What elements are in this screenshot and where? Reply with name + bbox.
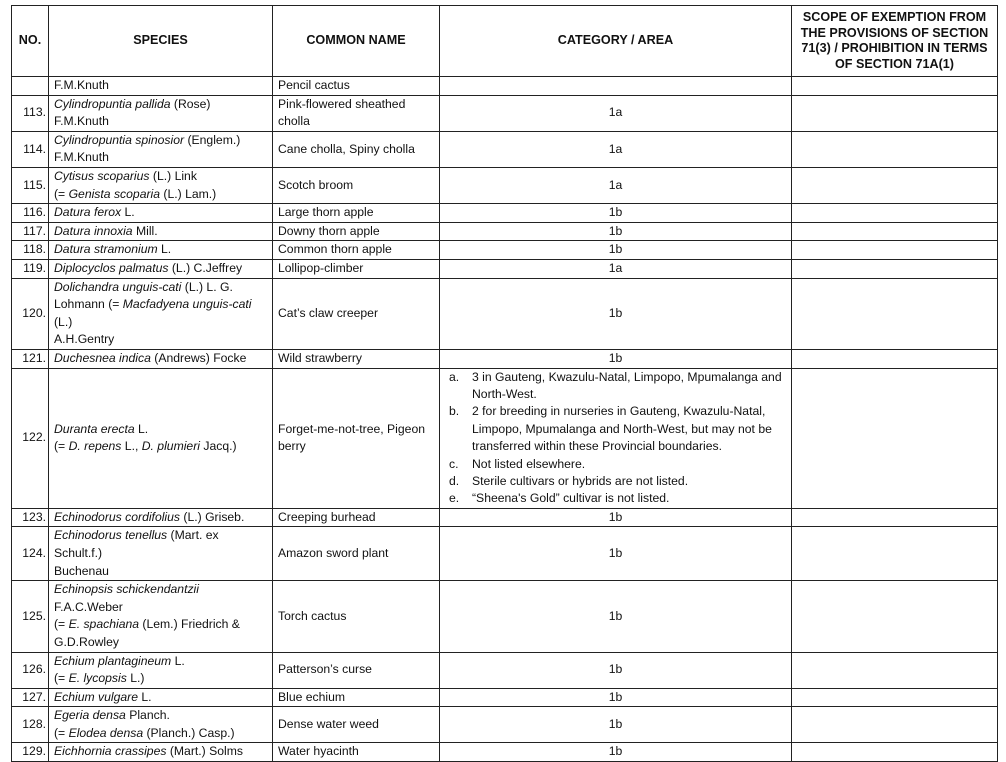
row-number: 126. — [12, 652, 49, 688]
row-number: 129. — [12, 743, 49, 762]
table-row — [12, 508, 998, 527]
species-line — [54, 563, 267, 581]
species-text: L.) — [126, 671, 145, 686]
row-number: 117. — [12, 222, 49, 241]
exemption-cell — [792, 77, 998, 96]
species-text: Mill. — [132, 223, 158, 238]
category-cell: 1b — [440, 707, 792, 743]
species-cell — [49, 77, 273, 96]
row-number: 128. — [12, 707, 49, 743]
table-row — [12, 278, 998, 349]
species-cell — [49, 167, 273, 203]
common-name-cell: Pink-flowered sheathed cholla — [273, 95, 440, 131]
category-cell: 1b — [440, 241, 792, 260]
species-cell — [49, 743, 273, 762]
species-text: (L.) Griseb. — [180, 509, 245, 524]
common-name-cell: Dense water weed — [273, 707, 440, 743]
common-name-cell: Cat’s claw creeper — [273, 278, 440, 349]
row-number: 119. — [12, 259, 49, 278]
row-number: 116. — [12, 204, 49, 223]
scientific-name: Elodea densa — [68, 725, 144, 740]
note-text: Sterile cultivars or hybrids are not listed. — [472, 473, 689, 488]
species-line — [54, 168, 267, 186]
common-name-cell: Wild strawberry — [273, 349, 440, 368]
species-cell — [49, 222, 273, 241]
category-note — [445, 473, 783, 490]
species-line — [54, 616, 267, 634]
scientific-name: Genista scoparia — [68, 186, 161, 201]
note-text: 2 for breeding in nurseries in Gauteng, Kwazulu-Natal, Limpopo, Mpumalanga and North-West, but may not be transferred within these Provincial boundaries. — [472, 404, 772, 454]
species-text: F.M.Knuth — [54, 78, 109, 92]
species-text: L. — [138, 689, 152, 704]
common-name-cell: Common thorn apple — [273, 241, 440, 260]
species-cell — [49, 508, 273, 527]
species-line — [54, 350, 267, 368]
category-cell — [440, 77, 792, 96]
species-line — [54, 689, 267, 707]
exemption-cell — [792, 278, 998, 349]
species-cell — [49, 527, 273, 581]
row-number — [12, 77, 49, 96]
category-notes — [445, 369, 783, 508]
species-text: (= — [54, 671, 69, 686]
scientific-name: E. spachiana — [68, 617, 140, 632]
scientific-name: Dolichandra unguis-cati — [54, 279, 182, 294]
exemption-cell — [792, 581, 998, 652]
species-line — [54, 260, 267, 278]
exemption-cell — [792, 222, 998, 241]
note-marker: c. — [449, 456, 459, 471]
species-text: F.A.C.Weber — [54, 599, 123, 614]
scientific-name: Echium vulgare — [54, 689, 138, 704]
scientific-name: Datura stramonium — [54, 242, 158, 257]
scientific-name: Datura innoxia — [54, 223, 133, 238]
species-text: (= — [54, 725, 69, 740]
scientific-name: Diplocyclos palmatus — [54, 260, 169, 275]
category-note — [445, 369, 783, 404]
row-number: 113. — [12, 95, 49, 131]
species-line — [54, 581, 267, 616]
scientific-name: Egeria densa — [54, 708, 126, 723]
species-cell — [49, 349, 273, 368]
common-name-cell: Large thorn apple — [273, 204, 440, 223]
species-table — [11, 5, 998, 762]
species-text: (Rose) F.M.Knuth — [54, 96, 211, 129]
table-row — [12, 222, 998, 241]
species-line — [54, 149, 267, 167]
scientific-name: Cylindropuntia spinosior — [54, 132, 185, 147]
species-line — [54, 241, 267, 259]
species-line — [54, 296, 267, 331]
species-line — [54, 707, 267, 725]
species-text: Buchenau — [54, 563, 109, 578]
note-marker: b. — [449, 404, 460, 419]
species-cell — [49, 204, 273, 223]
common-name-cell: Creeping burhead — [273, 508, 440, 527]
exemption-cell — [792, 652, 998, 688]
category-note — [445, 403, 783, 455]
species-text: Jacq.) — [199, 439, 237, 454]
species-text: G.D.Rowley — [54, 634, 120, 649]
category-cell: 1b — [440, 349, 792, 368]
header-no: NO. — [12, 6, 49, 77]
species-line — [54, 132, 267, 150]
table-row — [12, 368, 998, 508]
category-cell: 1b — [440, 508, 792, 527]
exemption-cell — [792, 259, 998, 278]
scientific-name: Cylindropuntia pallida — [54, 96, 171, 111]
species-text: (L.) — [54, 314, 73, 329]
species-text: (L.) C.Jeffrey — [168, 260, 243, 275]
species-text: (Mart. ex Schult.f.) — [54, 528, 219, 560]
category-cell: 1b — [440, 222, 792, 241]
header-category-area: CATEGORY / AREA — [440, 6, 792, 77]
note-marker: d. — [449, 473, 460, 488]
row-number: 125. — [12, 581, 49, 652]
table-row — [12, 527, 998, 581]
common-name-cell: Scotch broom — [273, 167, 440, 203]
species-text: L. — [134, 421, 149, 436]
species-text: (Mart.) Solms — [166, 744, 243, 759]
species-cell — [49, 688, 273, 707]
scientific-name: E. lycopsis — [68, 671, 127, 686]
species-cell — [49, 259, 273, 278]
header-species: SPECIES — [49, 6, 273, 77]
common-name-cell: Pencil cactus — [273, 77, 440, 96]
species-line — [54, 279, 267, 297]
common-name-cell: Torch cactus — [273, 581, 440, 652]
exemption-cell — [792, 743, 998, 762]
scientific-name: Echinopsis schickendantzii — [54, 582, 199, 597]
species-text: (Andrews) Focke — [150, 350, 247, 365]
category-cell — [440, 368, 792, 508]
species-text: (Englem.) — [184, 132, 241, 147]
table-row — [12, 241, 998, 260]
table-row — [12, 204, 998, 223]
species-line — [54, 223, 267, 241]
scientific-name: Duranta erecta — [54, 421, 135, 436]
category-note — [445, 456, 783, 473]
species-text: A.H.Gentry — [54, 332, 115, 347]
table-row — [12, 707, 998, 743]
species-text: (Planch.) Casp.) — [143, 725, 235, 740]
scientific-name: Eichhornia crassipes — [54, 744, 167, 759]
table-row — [12, 131, 998, 167]
exemption-cell — [792, 167, 998, 203]
species-line — [54, 421, 267, 439]
species-line — [54, 438, 267, 456]
row-number: 118. — [12, 241, 49, 260]
table-row — [12, 652, 998, 688]
common-name-cell: Forget-me-not-tree, Pigeon berry — [273, 368, 440, 508]
species-cell — [49, 131, 273, 167]
species-cell — [49, 581, 273, 652]
species-cell — [49, 707, 273, 743]
species-line — [54, 77, 267, 95]
species-text: L. — [157, 242, 172, 257]
species-text: (= — [54, 617, 69, 632]
scientific-name: D. plumieri — [141, 439, 200, 454]
exemption-cell — [792, 95, 998, 131]
exemption-cell — [792, 707, 998, 743]
species-line — [54, 331, 267, 349]
species-text: L. — [121, 205, 135, 220]
note-text: 3 in Gauteng, Kwazulu-Natal, Limpopo, Mpumalanga and North-West. — [472, 369, 782, 401]
exemption-cell — [792, 527, 998, 581]
category-cell: 1b — [440, 278, 792, 349]
scientific-name: Cytisus scoparius — [54, 168, 150, 183]
scientific-name: Echinodorus tenellus — [54, 528, 168, 543]
scientific-name: Echium plantagineum — [54, 653, 172, 668]
row-number: 120. — [12, 278, 49, 349]
row-number: 122. — [12, 368, 49, 508]
exemption-cell — [792, 241, 998, 260]
species-text: (L.) L. G. — [181, 279, 233, 294]
species-text: (L.) Lam.) — [160, 186, 217, 201]
exemption-cell — [792, 688, 998, 707]
species-text: (= — [54, 186, 69, 201]
category-cell: 1b — [440, 527, 792, 581]
scientific-name: Datura ferox — [54, 205, 122, 220]
exemption-cell — [792, 131, 998, 167]
species-line — [54, 204, 267, 222]
scientific-name: Echinodorus cordifolius — [54, 509, 181, 524]
table-row — [12, 77, 998, 96]
species-cell — [49, 652, 273, 688]
note-marker: a. — [449, 369, 460, 384]
table-row — [12, 743, 998, 762]
common-name-cell: Cane cholla, Spiny cholla — [273, 131, 440, 167]
row-number: 123. — [12, 508, 49, 527]
table-row — [12, 167, 998, 203]
exemption-cell — [792, 349, 998, 368]
common-name-cell: Patterson’s curse — [273, 652, 440, 688]
species-line — [54, 743, 267, 761]
table-row — [12, 259, 998, 278]
scientific-name: Duchesnea indica — [54, 350, 151, 365]
species-text: Planch. — [125, 708, 170, 723]
scientific-name: D. repens — [68, 439, 122, 454]
species-document — [11, 5, 997, 762]
table-row — [12, 688, 998, 707]
exemption-cell — [792, 508, 998, 527]
common-name-cell: Blue echium — [273, 688, 440, 707]
table-header — [12, 6, 998, 77]
row-number: 124. — [12, 527, 49, 581]
common-name-cell: Amazon sword plant — [273, 527, 440, 581]
note-marker: e. — [449, 491, 460, 506]
category-cell: 1b — [440, 652, 792, 688]
species-text: (= — [54, 439, 69, 454]
species-line — [54, 653, 267, 671]
category-cell: 1a — [440, 131, 792, 167]
species-text: L. — [171, 653, 185, 668]
species-line — [54, 527, 267, 562]
exemption-cell — [792, 204, 998, 223]
species-cell — [49, 241, 273, 260]
species-text: L., — [121, 439, 142, 454]
category-cell: 1b — [440, 743, 792, 762]
common-name-cell: Lollipop-climber — [273, 259, 440, 278]
category-note — [445, 490, 783, 507]
row-number: 121. — [12, 349, 49, 368]
species-cell — [49, 95, 273, 131]
category-cell: 1b — [440, 688, 792, 707]
table-row — [12, 581, 998, 652]
row-number: 127. — [12, 688, 49, 707]
common-name-cell: Downy thorn apple — [273, 222, 440, 241]
species-text: F.M.Knuth — [54, 150, 109, 165]
species-line — [54, 670, 267, 688]
scientific-name: Macfadyena unguis-cati — [122, 297, 252, 312]
species-cell — [49, 368, 273, 508]
category-cell: 1a — [440, 259, 792, 278]
row-number: 115. — [12, 167, 49, 203]
species-line — [54, 186, 267, 204]
species-line — [54, 634, 267, 652]
species-line — [54, 725, 267, 743]
table-row — [12, 95, 998, 131]
category-cell: 1b — [440, 581, 792, 652]
species-text: Lohmann (= — [54, 297, 123, 312]
common-name-cell: Water hyacinth — [273, 743, 440, 762]
species-line — [54, 509, 267, 527]
row-number: 114. — [12, 131, 49, 167]
category-cell: 1a — [440, 95, 792, 131]
species-text: (Lem.) Friedrich & — [139, 617, 240, 632]
species-text: (L.) Link — [149, 168, 197, 183]
table-body — [12, 77, 998, 762]
note-text: “Sheena's Gold” cultivar is not listed. — [472, 491, 670, 506]
exemption-cell — [792, 368, 998, 508]
species-line — [54, 96, 267, 131]
header-scope-of-exemption: SCOPE OF EXEMPTION FROM THE PROVISIONS OF SECTION 71(3) / PROHIBITION IN TERMS OF SECTION 71A(1) — [792, 6, 998, 77]
note-text: Not listed elsewhere. — [472, 456, 586, 471]
species-cell — [49, 278, 273, 349]
category-cell: 1a — [440, 167, 792, 203]
header-common-name: COMMON NAME — [273, 6, 440, 77]
category-cell: 1b — [440, 204, 792, 223]
table-row — [12, 349, 998, 368]
